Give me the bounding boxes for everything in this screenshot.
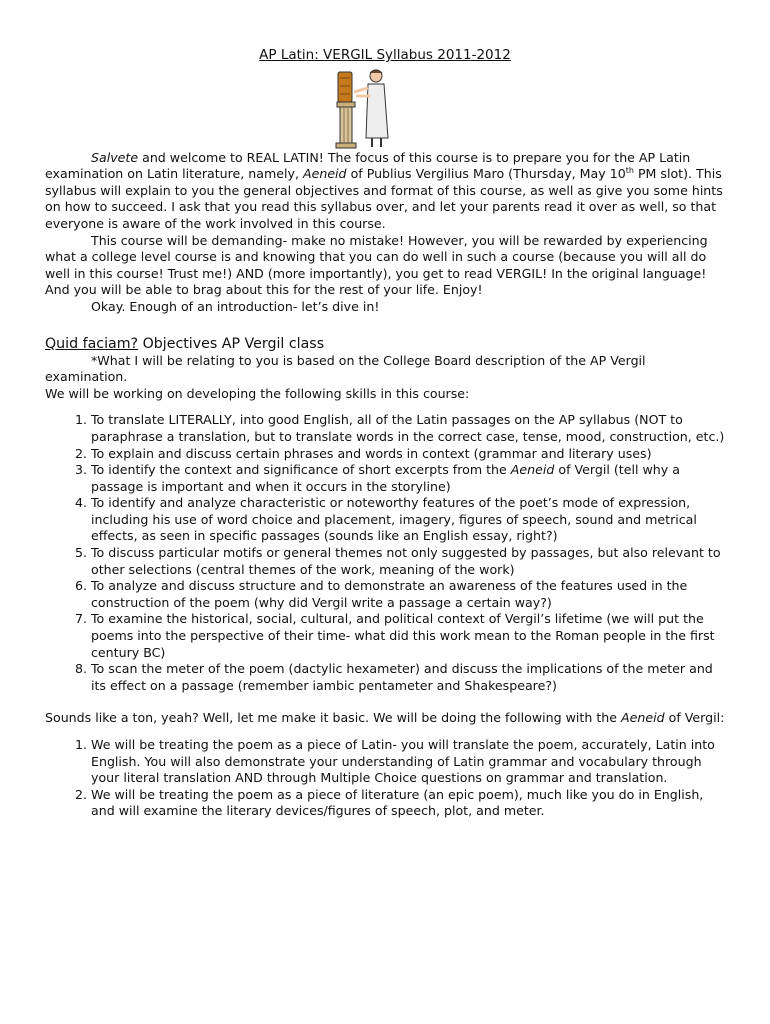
basic-list <box>45 737 725 820</box>
list-item: 5. To discuss particular motifs or general themes not only suggested by passages, but also relevant to other selections (central themes of the work, meaning of the work) <box>91 545 725 578</box>
roman-figure-clipart <box>330 66 392 150</box>
list-item: 1. To translate LITERALLY, into good English, all of the Latin passages on the AP syllabus (NOT to paraphrase a translation, but to translate words in the correct case, tense, mood, construction, etc.) <box>91 412 725 445</box>
list-item: 3. To identify the context and significance of short excerpts from the Aeneid of Vergil (tell why a passage is important and when it occurs in the storyline) <box>91 462 725 495</box>
objectives-list <box>45 412 725 694</box>
document-page <box>45 0 725 820</box>
list-item: 2. We will be treating the poem as a piece of literature (an epic poem), much like you do in English, and will examine the literary devices/figures of speech, plot, and meter. <box>91 787 725 820</box>
list-item: 7. To examine the historical, social, cultural, and political context of Vergil’s lifetime (we will put the poems into the perspective of their time- what did this work mean to the Roman people in the first century BC) <box>91 611 725 661</box>
objectives-heading: Quid faciam? Objectives AP Vergil class <box>45 335 325 352</box>
list-item: 6. To analyze and discuss structure and to demonstrate an awareness of the features used in the construction of the poem (why did Vergil write a passage a certain way?) <box>91 578 725 611</box>
list-item: 4. To identify and analyze characteristic or noteworthy features of the poet’s mode of expression, including his use of word choice and placement, imagery, figures of speech, sound and metrical effects, as seen in specific passages (sounds like an English essay, right?) <box>91 495 725 545</box>
page-title: AP Latin: VERGIL Syllabus 2011-2012 <box>259 47 511 63</box>
objectives-note: *What I will be relating to you is based on the College Board description of the AP Vergil examination. <box>45 352 646 385</box>
list-item: 1. We will be treating the poem as a piece of Latin- you will translate the poem, accurately, Latin into English. You will also demonstrate your understanding of Latin grammar and vocabulary through your literal translation AND through Multiple Choice questions on grammar and translation. <box>91 737 725 787</box>
basic-paragraph: Sounds like a ton, yeah? Well, let me make it basic. We will be doing the following with the Aeneid of Vergil: <box>45 710 725 726</box>
intro-paragraph-1: Salvete and welcome to REAL LATIN! The focus of this course is to prepare you for the AP Latin examination on Latin literature, namely, Aeneid of Publius Vergilius Maro (Thursday, May 10th PM slot). This syllabus will explain to you the general objectives and format of this course, as well as give you some hints on how to succeed. I ask that you read this syllabus over, and let your parents read it over as well, so that everyone is aware of the work involved in this course. <box>45 149 723 231</box>
list-item: 2. To explain and discuss certain phrases and words in context (grammar and literary uses) <box>91 446 725 463</box>
illustration <box>45 66 725 150</box>
intro-paragraph-2: This course will be demanding- make no mistake! However, you will be rewarded by experiencing what a college level course is and knowing that you can do well in such a course (because you will all do well in this course! Trust me!) AND (more importantly), you get to read VERGIL! In the original language! And you will be able to brag about this for the rest of your life. Enjoy! <box>45 232 708 298</box>
list-item: 8. To scan the meter of the poem (dactylic hexameter) and discuss the implications of the meter and its effect on a passage (remember iambic pentameter and Shakespeare?) <box>91 661 725 694</box>
intro-paragraph-3: Okay. Enough of an introduction- let’s dive in! <box>91 298 380 314</box>
objectives-lead: We will be working on developing the following skills in this course: <box>45 385 470 401</box>
